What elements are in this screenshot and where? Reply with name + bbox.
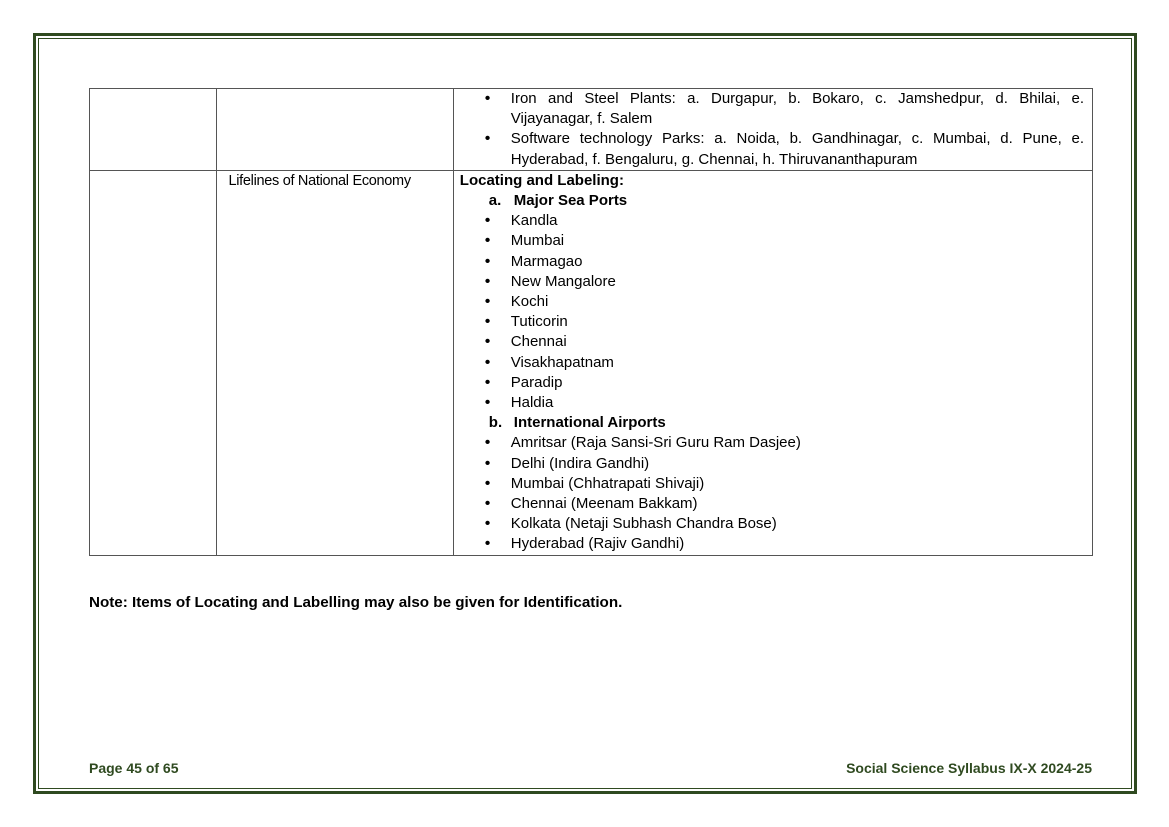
content-cell — [453, 89, 1092, 171]
industry-list — [454, 89, 1092, 170]
list-item: • Amritsar (Raja Sansi-Sri Guru Ram Dasjee) — [454, 433, 1084, 453]
list-item: • Chennai — [454, 332, 1084, 352]
airports-list — [454, 433, 1092, 554]
list-item: • Visakhapatnam — [454, 353, 1084, 373]
list-item: • Delhi (Indira Gandhi) — [454, 454, 1084, 474]
content-cell — [453, 170, 1092, 555]
list-item: • Kochi — [454, 292, 1084, 312]
list-item: • Kandla — [454, 211, 1084, 231]
airports-title: International Airports — [513, 414, 666, 432]
note-text: Note: Items of Locating and Labelling may also be given for Identification. — [89, 594, 623, 611]
list-item: • New Mangalore — [454, 272, 1084, 292]
list-item: • Software technology Parks: a. Noida, b. Gandhinagar, c. Mumbai, d. Pune, e. Hyderabad, f. Bengaluru, g. Chennai, h. Thiruvananthapuram — [454, 129, 1084, 169]
list-item: • Haldia — [454, 393, 1084, 413]
list-item: • Iron and Steel Plants: a. Durgapur, b. Bokaro, c. Jamshedpur, d. Bhilai, e. Vijayanagar, f. Salem — [454, 89, 1084, 129]
table-row — [90, 170, 1093, 555]
topic-label: Lifelines of National Economy — [228, 172, 411, 189]
list-item: • Marmagao — [454, 252, 1084, 272]
airports-letter: b. — [488, 414, 503, 432]
list-item: • Paradip — [454, 373, 1084, 393]
table-row — [90, 89, 1093, 171]
list-item: • Chennai (Meenam Bakkam) — [454, 494, 1084, 514]
sea-ports-letter: a. — [488, 192, 502, 210]
sea-ports-title: Major Sea Ports — [513, 192, 628, 210]
list-item: • Hyderabad (Rajiv Gandhi) — [454, 534, 1084, 554]
unit-cell — [90, 89, 217, 171]
footer-title: Social Science Syllabus IX-X 2024-25 — [846, 760, 1092, 776]
list-item: • Mumbai (Chhatrapati Shivaji) — [454, 474, 1084, 494]
topic-cell — [217, 170, 453, 555]
list-item: • Mumbai — [454, 231, 1084, 251]
page-number: Page 45 of 65 — [89, 760, 179, 776]
sea-ports-heading — [454, 191, 1092, 211]
topic-cell — [217, 89, 453, 171]
airports-heading — [454, 413, 1092, 433]
syllabus-table — [89, 88, 1093, 556]
locating-heading: Locating and Labeling: — [459, 171, 624, 189]
sea-ports-list — [454, 211, 1092, 413]
list-item: • Tuticorin — [454, 312, 1084, 332]
unit-cell — [90, 170, 217, 555]
list-item: • Kolkata (Netaji Subhash Chandra Bose) — [454, 514, 1084, 534]
